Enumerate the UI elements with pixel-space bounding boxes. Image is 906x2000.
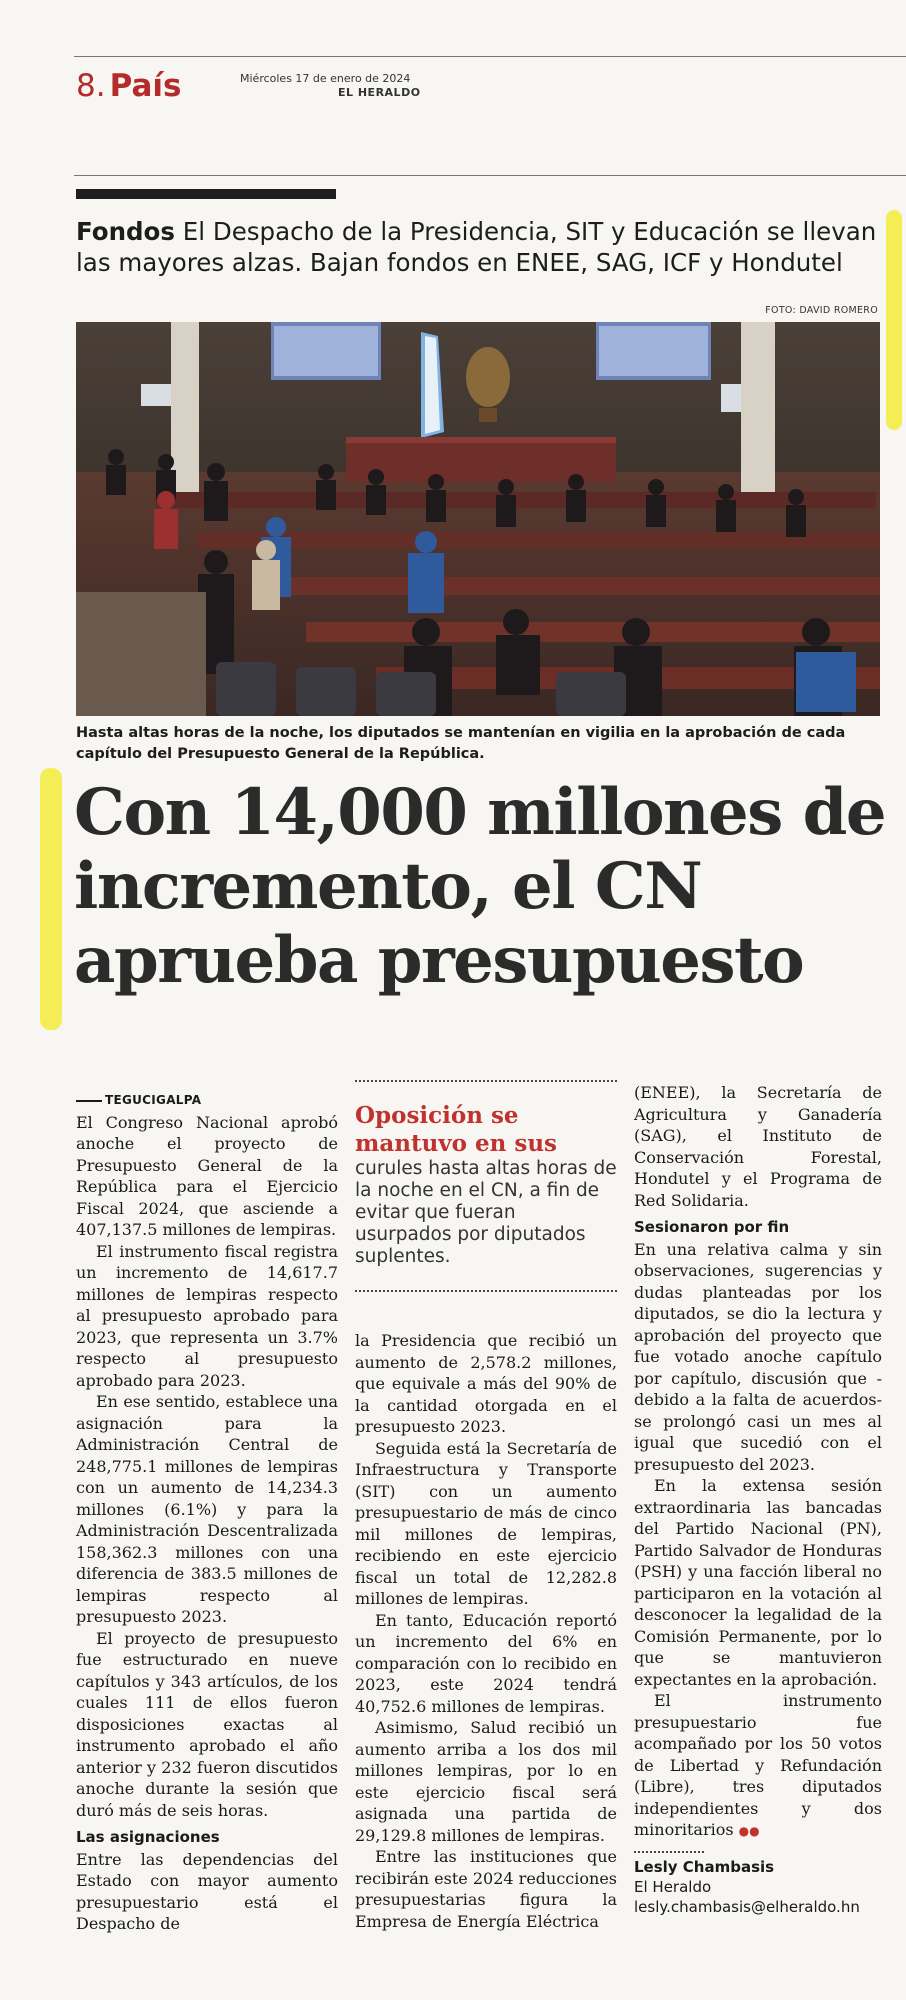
paragraph: En la extensa sesión extraordinaria las bancadas del Partido Nacional (PN), Partido Salvador de Honduras (PSH) y una facción liberal no participaron en la votación al desconocer la legalidad de la Comisión Permanente, por lo que se mantuvieron expectantes en la aprobación. — [634, 1476, 882, 1689]
deck-kicker: Fondos — [76, 217, 175, 246]
paragraph — [634, 1690, 882, 1843]
pull-quote-text: curules hasta altas horas de la noche en el CN, a fin de evitar que fueran usurpados por diputados suplentes. — [355, 1158, 617, 1267]
byline-rule — [634, 1851, 704, 1853]
issue-dateline — [240, 72, 421, 100]
paragraph: El Congreso Nacional aprobó anoche el proyecto de Presupuesto General de la República para el Ejercicio Fiscal 2024, que asciende a 407,137.5 millones de lempiras. — [76, 1112, 338, 1239]
photo-caption: Hasta altas horas de la noche, los diputados se mantenían en vigilia en la aprobación de cada capítulo del Presupuesto General de la República. — [76, 725, 846, 762]
paragraph: En una relativa calma y sin observaciones, sugerencias y dudas planteadas por los diputados, se dio la lectura y aprobación del proyecto que fue votado anoche capítulo por capítulo, discusión que -debido a la falta de acuerdos- se prolongó casi un mes al igual que sucedió con el presupuesto del 2023. — [634, 1239, 882, 1474]
page-header — [76, 64, 181, 108]
congress-session-photo — [76, 322, 880, 716]
page-number: 8. — [76, 68, 106, 104]
section-bar — [76, 189, 336, 199]
pull-quote — [355, 1080, 617, 1292]
paragraph: la Presidencia que recibió un aumento de 2,578.2 millones, que equivale a más del 90% de la cantidad otorgada en el presupuesto 2023. — [355, 1331, 617, 1436]
pull-quote-rule-bottom — [355, 1290, 617, 1292]
byline-email: lesly.chambasis@elheraldo.hn — [634, 1897, 860, 1916]
newspaper-name: EL HERALDO — [338, 86, 421, 99]
highlighter-mark-right — [886, 210, 902, 430]
photo-credit: FOTO: DAVID ROMERO — [765, 305, 878, 316]
section-name: País — [109, 68, 182, 104]
issue-date: Miércoles 17 de enero de 2024 — [240, 72, 411, 85]
subhead-sesionaron: Sesionaron por fin — [634, 1218, 790, 1236]
paragraph: Entre las instituciones que recibirán este 2024 reducciones presupuestarias figura la Empresa de Energía Eléctrica — [355, 1847, 617, 1931]
paragraph: (ENEE), la Secretaría de Agricultura y Ganadería (SAG), el Instituto de Conservación Forestal, Hondutel y el Programa de Red Solidaria. — [634, 1083, 882, 1210]
paragraph: Seguida está la Secretaría de Infraestructura y Transporte (SIT) con un aumento presupuestario de más de cinco mil millones de lempiras, recibiendo en este ejercicio fiscal un total de 12,282.8 millones de lempiras. — [355, 1438, 617, 1608]
end-mark-icon: ●● — [738, 1824, 760, 1838]
dateline-paragraph — [76, 1088, 338, 1241]
body-column-1 — [76, 1088, 338, 1935]
paragraph: En ese sentido, establece una asignación para la Administración Central de 248,775.1 millones de lempiras con un aumento de 14,234.3 millones (6.1%) y para la Administración Descentralizada 158,362.3 millones con una diferencia de 383.5 millones de lempiras respecto al presupuesto 2023. — [76, 1392, 338, 1626]
body-column-3 — [634, 1082, 882, 1917]
headline: Con 14,000 millones de incremento, el CN aprueba presupuesto — [74, 775, 886, 998]
paragraph: Entre las dependencias del Estado con mayor aumento presupuestario está el Despacho de — [76, 1849, 338, 1933]
header-rule — [74, 175, 906, 176]
paragraph: El proyecto de presupuesto fue estructurado en nueve capítulos y 343 artículos, de los cuales 111 de ellos fueron disposiciones exactas al instrumento aprobado el año anterior y 232 fueron discutidos anoche durante la sesión que duró más de seis horas. — [76, 1628, 338, 1820]
paragraph: El instrumento fiscal registra un incremento de 14,617.7 millones de lempiras respecto al presupuesto aprobado para 2023, que representa un 3.7% respecto al presupuesto aprobado para 2023. — [76, 1241, 338, 1390]
paragraph-text: El instrumento presupuestario fue acompañado por los 50 votos de Libertad y Refundación (Libre), tres diputados independientes y dos minoritarios — [634, 1691, 882, 1839]
top-rule — [74, 56, 906, 57]
dateline-city: TEGUCIGALPA — [76, 1093, 201, 1107]
pull-quote-title: Oposición se mantuvo en sus — [355, 1102, 558, 1157]
pull-quote-rule-top — [355, 1080, 617, 1082]
byline-outlet: El Heraldo — [634, 1877, 712, 1896]
body-column-2 — [355, 1330, 617, 1932]
highlighter-mark-left — [40, 768, 62, 1030]
byline-author: Lesly Chambasis — [634, 1857, 775, 1876]
deck-text: El Despacho de la Presidencia, SIT y Educación se llevan las mayores alzas. Bajan fondos en ENEE, SAG, ICF y Hondutel — [76, 217, 877, 277]
deck — [76, 216, 886, 278]
subhead-asignaciones: Las asignaciones — [76, 1828, 220, 1846]
paragraph: En tanto, Educación reportó un incremento del 6% en comparación con lo recibido en 2023, este 2024 tendrá 40,752.6 millones de lempiras. — [355, 1610, 617, 1716]
paragraph: Asimismo, Salud recibió un aumento arriba a los dos mil millones lempiras, por lo en este ejercicio fiscal será asignada una partida de 29,129.8 millones de lempiras. — [355, 1718, 617, 1845]
